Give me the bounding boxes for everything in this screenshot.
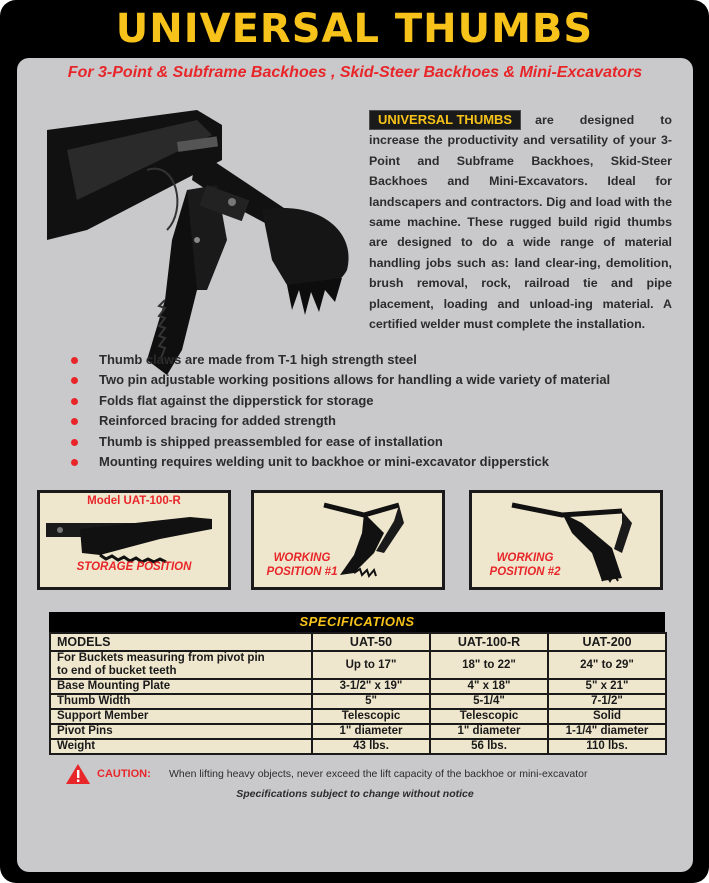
bullet-icon (71, 377, 78, 384)
table-header-row (50, 633, 666, 651)
photo-working-position-2 (469, 490, 663, 590)
caution-label: CAUTION: (97, 768, 151, 780)
row-label: For Buckets measuring from pivot pin to end of bucket teeth (50, 651, 312, 679)
table-cell: 1-1/4" diameter (548, 724, 666, 739)
bullet-icon (71, 418, 78, 425)
table-cell: 43 lbs. (312, 739, 430, 754)
table-cell: 7-1/2" (548, 694, 666, 709)
table-cell: 1" diameter (312, 724, 430, 739)
photo-working-position-1 (251, 490, 445, 590)
feature-item: Thumb is shipped preassembled for ease of installation (65, 432, 685, 452)
table-row (50, 679, 666, 694)
table-row (50, 709, 666, 724)
photo-caption: WORKING POSITION #1 (266, 552, 338, 578)
table-cell: 5-1/4" (430, 694, 548, 709)
table-cell: Telescopic (430, 709, 548, 724)
row-label: Support Member (50, 709, 312, 724)
bullet-icon (71, 357, 78, 364)
brand-badge: UNIVERSAL THUMBS (369, 110, 521, 130)
column-header: MODELS (50, 633, 312, 651)
warning-icon (65, 763, 91, 785)
table-cell: 24" to 29" (548, 651, 666, 679)
photo-storage-position (37, 490, 231, 590)
intro-paragraph (369, 110, 672, 334)
caution-note (65, 763, 665, 785)
table-row (50, 739, 666, 754)
table-cell: 1" diameter (430, 724, 548, 739)
page-title: UNIVERSAL THUMBS (115, 6, 594, 52)
table-cell: Solid (548, 709, 666, 724)
feature-item: Thumb claws are made from T-1 high strength steel (65, 350, 685, 370)
feature-item: Two pin adjustable working positions allows for handling a wide variety of material (65, 370, 685, 390)
table-cell: 110 lbs. (548, 739, 666, 754)
feature-item: Mounting requires welding unit to backhoe or mini-excavator dipperstick (65, 452, 685, 472)
table-row (50, 724, 666, 739)
table-row (50, 694, 666, 709)
column-header: UAT-200 (548, 633, 666, 651)
row-label: Pivot Pins (50, 724, 312, 739)
photo-caption: STORAGE POSITION (76, 561, 192, 573)
photo-model-label: Model UAT-100-R (87, 495, 181, 507)
table-cell: 5" (312, 694, 430, 709)
bullet-icon (71, 398, 78, 405)
specifications-heading: SPECIFICATIONS (49, 612, 665, 632)
feature-list (65, 350, 685, 472)
table-row (50, 651, 666, 679)
row-label: Thumb Width (50, 694, 312, 709)
intro-body: are designed to increase the productivity and versatility of your 3-Point and Subframe Backhoes, Skid-Steer Backhoes and Mini-Excavators. Ideal for landscapers and contractors. Dig and load with the same machine. These rugged build rigid thumbs are designed to do a wide range of material handling jobs such as: land clear-ing, demolition, brush removal, rock, railroad tie and pipe placement, loading and unload-ing material. A certified welder must complete the installation. (369, 113, 672, 332)
table-cell: 3-1/2" x 19" (312, 679, 430, 694)
table-cell: Telescopic (312, 709, 430, 724)
content-panel (17, 58, 693, 872)
spec-table (49, 632, 667, 755)
column-header: UAT-100-R (430, 633, 548, 651)
bullet-icon (71, 459, 78, 466)
table-cell: 4" x 18" (430, 679, 548, 694)
table-cell: 56 lbs. (430, 739, 548, 754)
row-label: Weight (50, 739, 312, 754)
specifications-table (49, 612, 665, 755)
bullet-icon (71, 439, 78, 446)
table-cell: 5" x 21" (548, 679, 666, 694)
table-cell: Up to 17" (312, 651, 430, 679)
feature-item: Reinforced bracing for added strength (65, 411, 685, 431)
caution-message: When lifting heavy objects, never exceed the lift capacity of the backhoe or mini-excavator (169, 768, 588, 780)
row-label: Base Mounting Plate (50, 679, 312, 694)
table-cell: 18" to 22" (430, 651, 548, 679)
photo-caption: WORKING POSITION #2 (489, 552, 561, 578)
page-subtitle: For 3-Point & Subframe Backhoes , Skid-Steer Backhoes & Mini-Excavators (67, 64, 643, 81)
column-header: UAT-50 (312, 633, 430, 651)
feature-item: Folds flat against the dipperstick for storage (65, 391, 685, 411)
hero-thumb-illustration (47, 90, 367, 380)
disclaimer: Specifications subject to change without notice (236, 788, 474, 800)
